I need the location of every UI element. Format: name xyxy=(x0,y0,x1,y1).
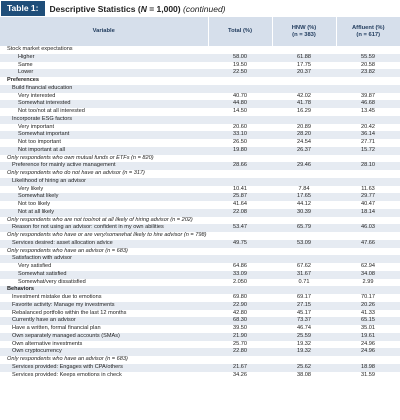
row-label: Behaviors xyxy=(0,286,208,294)
total-value: 21.90 xyxy=(208,333,272,341)
hnw-value: 26.37 xyxy=(272,147,336,155)
table-row xyxy=(0,124,400,132)
hnw-value xyxy=(272,116,336,124)
total-value: 39.50 xyxy=(233,325,247,331)
row-label: Somewhat likely xyxy=(0,193,208,201)
table-row xyxy=(0,178,400,186)
table-row xyxy=(0,116,400,124)
hnw-value: 19.32 xyxy=(297,340,311,347)
subgroup-note-row xyxy=(0,248,400,256)
hnw-value: 65.79 xyxy=(272,224,336,232)
table-row xyxy=(0,310,400,318)
affluent-value: 18.14 xyxy=(336,209,400,217)
total-value: 22.80 xyxy=(208,348,272,356)
affluent-value: 20.58 xyxy=(361,61,375,68)
hnw-value: 7.84 xyxy=(298,185,310,192)
table-header xyxy=(0,17,400,46)
row-label: Somewhat interested xyxy=(0,100,208,108)
row-label: Only respondents who are not too/not at all likely of hiring advisor (n = 202) xyxy=(7,216,193,223)
table-row xyxy=(0,271,400,279)
hnw-value: 20.89 xyxy=(297,123,311,130)
row-label: Only respondents who own mutual funds or ETFs (n = 820) xyxy=(7,154,154,161)
hnw-value: 24.54 xyxy=(297,139,311,145)
descriptive-statistics-table xyxy=(0,17,400,379)
row-label: Preference for mainly active management xyxy=(0,162,208,170)
table-row xyxy=(0,201,400,209)
table-row xyxy=(0,69,400,77)
header-affluent xyxy=(336,17,400,46)
hnw-value xyxy=(272,85,336,93)
hnw-value: 73.37 xyxy=(272,317,336,325)
affluent-value: 35.01 xyxy=(361,325,375,331)
affluent-value: 2.99 xyxy=(362,278,374,285)
subgroup-note-row xyxy=(0,356,400,364)
hnw-value: 17.75 xyxy=(297,61,311,68)
row-label: Very likely xyxy=(18,185,44,192)
table-row xyxy=(0,240,400,248)
affluent-value: 28.10 xyxy=(336,162,400,170)
header-hnw xyxy=(272,17,336,46)
table-row xyxy=(0,54,400,62)
row-label: Build financial education xyxy=(0,85,208,93)
row-label: Reason for not using an advisor: confident in my own abilities xyxy=(0,224,208,232)
total-value: 22.50 xyxy=(208,69,272,77)
total-value xyxy=(208,286,272,294)
total-value: 22.90 xyxy=(208,302,272,310)
total-value: 19.50 xyxy=(233,61,247,68)
hnw-value: 17.65 xyxy=(272,193,336,201)
row-label: Higher xyxy=(0,54,208,62)
affluent-value xyxy=(336,85,400,93)
affluent-value: 70.17 xyxy=(361,294,375,300)
header-variable: Variable xyxy=(0,17,208,46)
row-label: Services provided: Keeps emotions in check xyxy=(12,371,122,378)
row-label: Not too likely xyxy=(18,201,51,207)
hnw-value: 42.02 xyxy=(297,92,311,99)
hnw-value xyxy=(272,77,336,85)
hnw-value: 0.71 xyxy=(298,278,310,285)
affluent-value xyxy=(336,217,400,225)
subgroup-note-row xyxy=(0,170,400,178)
row-label: Own separately managed accounts (SMAs) xyxy=(0,333,208,341)
hnw-value xyxy=(272,155,336,163)
total-value: 25.87 xyxy=(208,193,272,201)
table-row xyxy=(0,224,400,232)
table-row xyxy=(0,364,400,372)
header-hnw-label: HNW (%) xyxy=(291,24,317,31)
affluent-value xyxy=(336,170,400,178)
hnw-value: 27.15 xyxy=(272,302,336,310)
table-row xyxy=(0,341,400,349)
hnw-value: 41.78 xyxy=(272,100,336,108)
affluent-value: 13.45 xyxy=(361,108,375,114)
affluent-value: 23.82 xyxy=(336,69,400,77)
table-row xyxy=(0,193,400,201)
affluent-value: 19.61 xyxy=(336,333,400,341)
table-row xyxy=(0,139,400,147)
affluent-value: 18.98 xyxy=(336,364,400,372)
hnw-value xyxy=(272,178,336,186)
table-row xyxy=(0,85,400,93)
row-label: Own cryptocurrency xyxy=(0,348,208,356)
table-row xyxy=(0,302,400,310)
total-value: 28.66 xyxy=(208,162,272,170)
affluent-value: 27.71 xyxy=(361,139,375,145)
subgroup-note-row xyxy=(0,217,400,225)
row-label: Very interested xyxy=(18,92,56,99)
row-label: Not too/not at all interested xyxy=(18,108,85,114)
row-label: Stock market expectations xyxy=(7,46,73,52)
affluent-value xyxy=(336,232,400,240)
total-value: 2.050 xyxy=(233,278,247,285)
total-value: 25.70 xyxy=(233,340,247,347)
row-label: Only respondents who do not have an advisor (n = 317) xyxy=(7,170,145,176)
total-value: 34.26 xyxy=(233,371,247,378)
total-value: 19.80 xyxy=(208,147,272,155)
table-row xyxy=(0,131,400,139)
affluent-value: 39.87 xyxy=(361,92,375,99)
row-label: Only respondents who have or are very/somewhat likely to hire advisor (n = 798) xyxy=(7,232,207,238)
hnw-value: 31.67 xyxy=(272,271,336,279)
hnw-value: 46.74 xyxy=(297,325,311,331)
total-value: 58.00 xyxy=(208,54,272,62)
table-row xyxy=(0,209,400,217)
row-label: Lower xyxy=(0,69,208,77)
hnw-value: 61.88 xyxy=(272,54,336,62)
total-value: 53.47 xyxy=(208,224,272,232)
total-value xyxy=(208,77,272,85)
affluent-value xyxy=(336,356,400,364)
affluent-value: 46.68 xyxy=(336,100,400,108)
table-title xyxy=(50,4,226,14)
affluent-value: 34.08 xyxy=(336,271,400,279)
table-row xyxy=(0,62,400,70)
table-row xyxy=(0,147,400,155)
affluent-value: 41.33 xyxy=(361,309,375,316)
total-value: 68.30 xyxy=(208,317,272,325)
row-label: Somewhat satisfied xyxy=(0,271,208,279)
hnw-value: 67.62 xyxy=(297,263,311,269)
table-row xyxy=(0,46,400,54)
hnw-value xyxy=(272,255,336,263)
total-value xyxy=(208,217,272,225)
affluent-value xyxy=(336,116,400,124)
hnw-value xyxy=(272,356,336,364)
total-value: 64.86 xyxy=(233,263,247,269)
header-hnw-n: (n = 383) xyxy=(292,31,316,38)
header-affluent-n: (n = 617) xyxy=(356,31,381,38)
hnw-value: 25.62 xyxy=(272,364,336,372)
affluent-value: 40.47 xyxy=(361,201,375,207)
table-row xyxy=(0,294,400,302)
hnw-value xyxy=(272,286,336,294)
header-affluent-label: Affluent (%) xyxy=(351,24,385,31)
table-title-continued: (continued) xyxy=(180,3,226,14)
table-row xyxy=(0,100,400,108)
row-label: Own alternative investments xyxy=(12,340,83,347)
hnw-value: 45.17 xyxy=(297,309,311,316)
affluent-value: 20.42 xyxy=(361,123,375,130)
row-label: Not at all likely xyxy=(0,209,208,217)
affluent-value: 29.77 xyxy=(336,193,400,201)
table-row xyxy=(0,279,400,287)
table-body xyxy=(0,46,400,379)
row-label: Favorite activity: Manage my investments xyxy=(0,302,208,310)
row-label: Preferences xyxy=(7,77,40,83)
hnw-value: 28.20 xyxy=(272,131,336,139)
section-row xyxy=(0,286,400,294)
affluent-value xyxy=(336,255,400,263)
table-row xyxy=(0,108,400,116)
affluent-value: 55.59 xyxy=(336,54,400,62)
hnw-value xyxy=(272,46,336,54)
total-value: 20.60 xyxy=(233,123,247,130)
affluent-value: 62.94 xyxy=(361,263,375,269)
table-row xyxy=(0,317,400,325)
total-value: 33.10 xyxy=(208,131,272,139)
total-value: 22.08 xyxy=(208,209,272,217)
affluent-value: 31.59 xyxy=(361,371,375,378)
subgroup-note-row xyxy=(0,155,400,163)
hnw-value xyxy=(272,217,336,225)
total-value xyxy=(208,155,272,163)
row-label: Services desired: asset allocation advice xyxy=(0,240,208,248)
total-value xyxy=(208,116,272,124)
affluent-value xyxy=(336,46,400,54)
affluent-value: 46.03 xyxy=(336,224,400,232)
hnw-value: 29.46 xyxy=(272,162,336,170)
table-row xyxy=(0,93,400,101)
table-row xyxy=(0,162,400,170)
total-value: 49.75 xyxy=(208,240,272,248)
affluent-value: 36.14 xyxy=(336,131,400,139)
hnw-value: 20.37 xyxy=(272,69,336,77)
total-value xyxy=(208,232,272,240)
total-value: 26.50 xyxy=(233,139,247,145)
row-label: Incorporate ESG factors xyxy=(0,116,208,124)
affluent-value: 15.72 xyxy=(336,147,400,155)
affluent-value xyxy=(336,155,400,163)
row-label: Very satisfied xyxy=(18,263,52,269)
total-value: 41.64 xyxy=(233,201,247,207)
affluent-value xyxy=(336,77,400,85)
total-value: 42.80 xyxy=(233,309,247,316)
header-total: Total (%) xyxy=(208,17,272,46)
hnw-value xyxy=(272,232,336,240)
total-value xyxy=(208,170,272,178)
row-label: Likelihood of hiring an advisor xyxy=(0,178,208,186)
total-value xyxy=(208,356,272,364)
row-label: Only respondents who have an advisor (n = 683) xyxy=(7,247,128,254)
table-number-tag: Table 1: xyxy=(1,1,45,16)
table-row xyxy=(0,255,400,263)
row-label: Not too important xyxy=(18,139,61,145)
row-label: Only respondents who have an advisor (n = 683) xyxy=(7,356,128,362)
total-value xyxy=(208,178,272,186)
row-label: Satisfaction with advisor xyxy=(0,255,208,263)
row-label: Somewhat important xyxy=(0,131,208,139)
affluent-value: 47.66 xyxy=(336,240,400,248)
row-label: Very important xyxy=(18,123,55,130)
row-label: Have a written, formal financial plan xyxy=(12,325,101,331)
affluent-value: 24.96 xyxy=(361,340,375,347)
hnw-value: 19.32 xyxy=(272,348,336,356)
section-row xyxy=(0,77,400,85)
row-label: Rebalanced portfolio within the last 12 months xyxy=(12,309,127,316)
total-value xyxy=(208,46,272,54)
table-title-bar xyxy=(0,0,400,17)
total-value xyxy=(208,255,272,263)
total-value: 69.80 xyxy=(233,294,247,300)
row-label: Services provided: Engages with CPA/others xyxy=(0,364,208,372)
total-value xyxy=(208,85,272,93)
affluent-value: 20.26 xyxy=(336,302,400,310)
affluent-value xyxy=(336,178,400,186)
total-value: 33.09 xyxy=(208,271,272,279)
affluent-value: 24.96 xyxy=(336,348,400,356)
hnw-value: 30.39 xyxy=(272,209,336,217)
total-value: 40.70 xyxy=(233,92,247,99)
row-label: Currently have an advisor xyxy=(0,317,208,325)
affluent-value xyxy=(336,286,400,294)
subgroup-note-row xyxy=(0,232,400,240)
row-label: Investment mistake due to emotions xyxy=(12,294,102,300)
hnw-value: 38.08 xyxy=(297,371,311,378)
hnw-value: 44.12 xyxy=(297,201,311,207)
table-title-n-rest: = 1,000) xyxy=(146,3,181,14)
total-value: 44.80 xyxy=(208,100,272,108)
hnw-value: 53.09 xyxy=(272,240,336,248)
hnw-value: 16.29 xyxy=(297,108,311,114)
table-row xyxy=(0,325,400,333)
table-row xyxy=(0,348,400,356)
table-title-main: Descriptive Statistics ( xyxy=(49,3,141,14)
row-label: Somewhat/very dissatisfied xyxy=(18,278,86,285)
total-value: 14.50 xyxy=(233,108,247,114)
hnw-value: 25.59 xyxy=(272,333,336,341)
hnw-value xyxy=(272,170,336,178)
total-value: 21.67 xyxy=(208,364,272,372)
table-row xyxy=(0,186,400,194)
table-row xyxy=(0,333,400,341)
total-value xyxy=(208,248,272,256)
total-value: 10.41 xyxy=(233,185,247,192)
table-row xyxy=(0,263,400,271)
hnw-value: 69.17 xyxy=(297,294,311,300)
hnw-value xyxy=(272,248,336,256)
table-title-n: N xyxy=(140,3,147,14)
table-row xyxy=(0,372,400,380)
affluent-value xyxy=(336,248,400,256)
affluent-value: 65.15 xyxy=(336,317,400,325)
affluent-value: 11.63 xyxy=(361,185,375,192)
row-label: Same xyxy=(18,61,33,68)
row-label: Not important at all xyxy=(0,147,208,155)
